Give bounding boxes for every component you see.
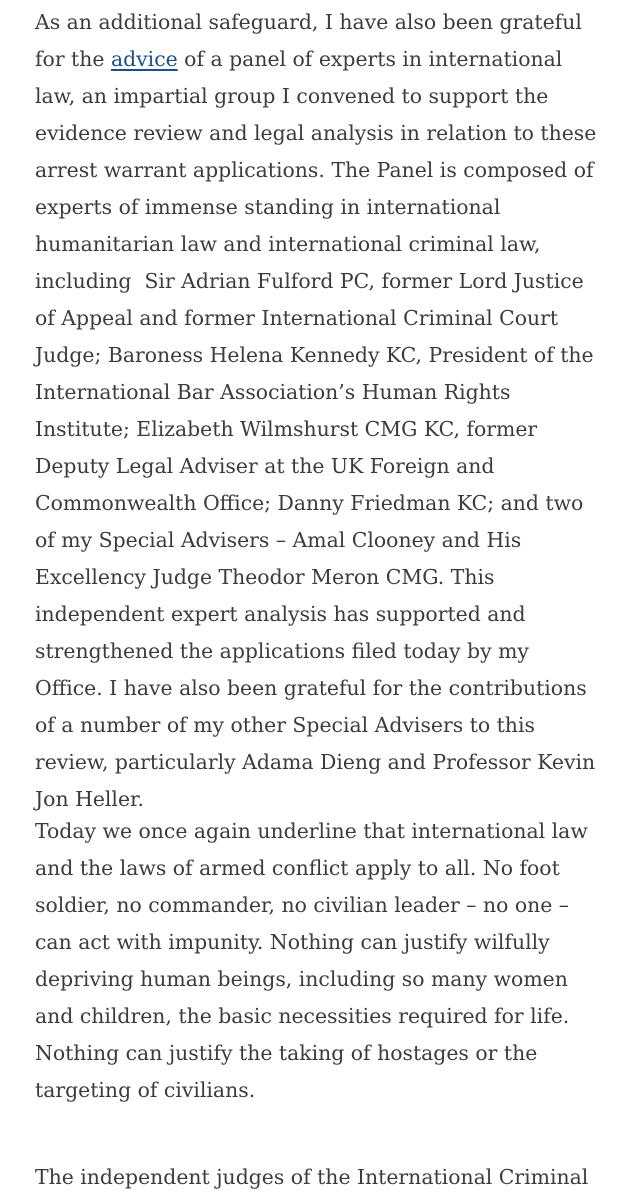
text-line: including Sir Adrian Fulford PC, former Lord Justice [35, 269, 584, 293]
text-line: law, an impartial group I convened to support the [35, 84, 549, 108]
text-line: Office. I have also been grateful for the contributions [35, 676, 587, 700]
text-line: strengthened the applications filed today by my [35, 639, 529, 663]
text-line: As an additional safeguard, I have also been grateful [35, 10, 582, 34]
text-line: Excellency Judge Theodor Meron CMG. This [35, 565, 495, 589]
text-line: independent expert analysis has supported and [35, 602, 526, 626]
text-segment: of a panel of experts in international [177, 47, 563, 71]
text-segment: for the [35, 47, 111, 71]
text-line: can act with impunity. Nothing can justify wilfully [35, 930, 550, 954]
text-line: Judge; Baroness Helena Kennedy KC, President of the [35, 343, 594, 367]
text-line [35, 41, 562, 78]
text-line: of my Special Advisers – Amal Clooney and His [35, 528, 522, 552]
advice-link[interactable]: advice [110, 47, 178, 71]
text-line: of Appeal and former International Criminal Court [35, 306, 559, 330]
text-line: Deputy Legal Adviser at the UK Foreign and [35, 454, 495, 478]
text-line: International Bar Association’s Human Rights [35, 380, 511, 404]
text-line: of a number of my other Special Advisers to this [35, 713, 535, 737]
text-line: review, particularly Adama Dieng and Professor Kevin [35, 750, 596, 774]
paragraph-advisers [35, 4, 635, 818]
text-line: Jon Heller. [35, 787, 145, 811]
text-line: The independent judges of the International Criminal [35, 1165, 589, 1189]
text-line: Today we once again underline that international law [35, 819, 588, 843]
text-line: soldier, no commander, no civilian leader – no one – [35, 893, 570, 917]
text-line: Commonwealth Office; Danny Friedman KC; and two [35, 491, 584, 515]
text-line: depriving human beings, including so many women [35, 967, 568, 991]
paragraph-impunity [35, 813, 635, 1109]
text-line: arrest warrant applications. The Panel is composed of [35, 158, 594, 182]
text-line: and the laws of armed conflict apply to all. No foot [35, 856, 560, 880]
text-line: Nothing can justify the taking of hostages or the [35, 1041, 538, 1065]
text-line: and children, the basic necessities required for life. [35, 1004, 570, 1028]
text-line: Institute; Elizabeth Wilmshurst CMG KC, former [35, 417, 538, 441]
text-line: evidence review and legal analysis in relation to these [35, 121, 597, 145]
text-line: targeting of civilians. [35, 1078, 256, 1102]
paragraph-judges-partial [35, 1159, 635, 1196]
text-line: humanitarian law and international criminal law, [35, 232, 541, 256]
text-line: experts of immense standing in international [35, 195, 501, 219]
